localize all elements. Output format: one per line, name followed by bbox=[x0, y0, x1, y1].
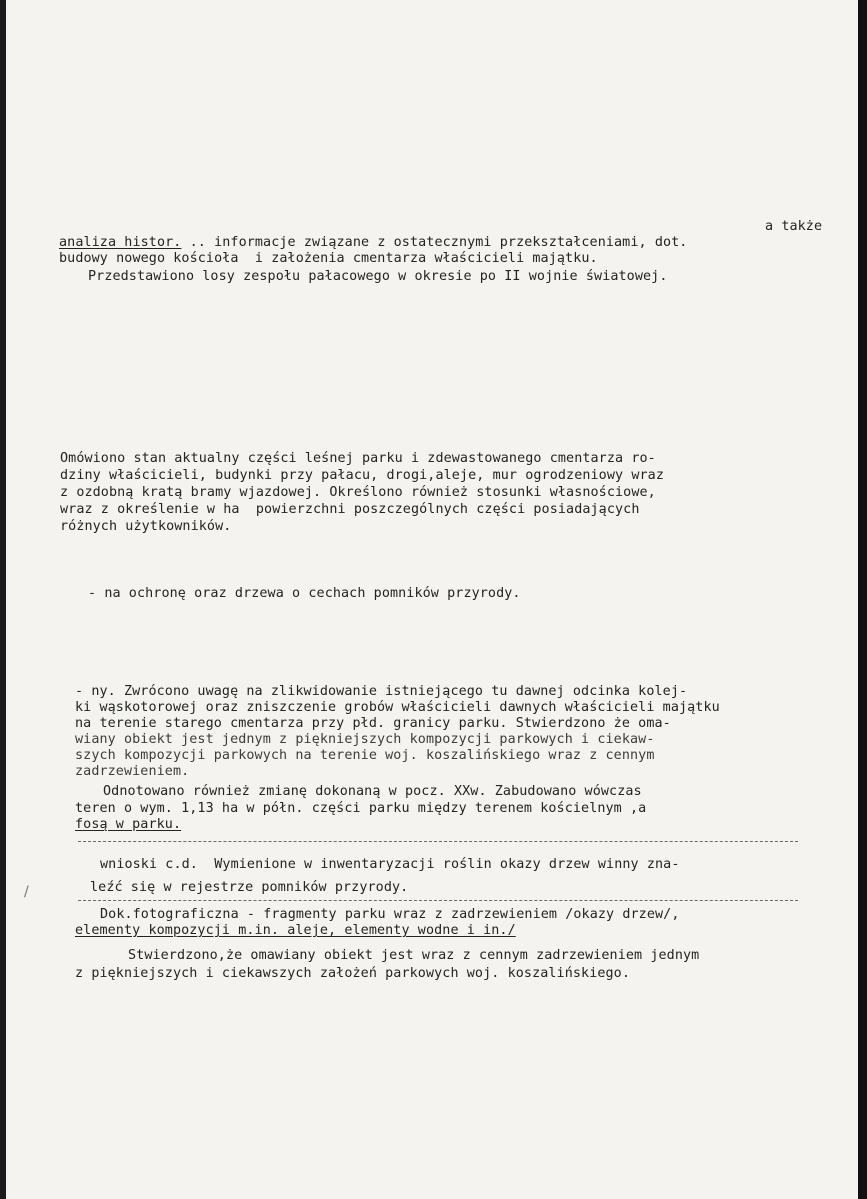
dashed-rule bbox=[78, 841, 798, 842]
struck-text-line: wiany obiekt jest jednym z piękniejszych kompozycji parkowych i ciekaw- bbox=[75, 732, 655, 747]
text-line: Odnotowano również zmianę dokonaną w pocz. XXw. Zabudowano wówczas bbox=[103, 784, 642, 799]
scan-edge-left bbox=[0, 0, 6, 1199]
text-line: Przedstawiono losy zespołu pałacowego w okresie po II wojnie światowej. bbox=[88, 269, 668, 284]
text-line: z ozdobną kratą bramy wjazdowej. Określono również stosunki własnościowe, bbox=[60, 485, 656, 500]
text-line: z piękniejszych i ciekawszych założeń parkowych woj. koszalińskiego. bbox=[75, 966, 631, 981]
text-line: ki wąskotorowej oraz zniszczenie grobów właścicieli dawnych właścicieli majątku bbox=[75, 700, 720, 715]
text-line: teren o wym. 1,13 ha w półn. części parku między terenem kościelnym ,a bbox=[75, 801, 647, 816]
text-line: a także bbox=[765, 219, 823, 234]
text-line: budowy nowego kościoła i założenia cmentarza właścicieli majątku. bbox=[59, 251, 598, 266]
text-line: elementy kompozycji m.in. aleje, elementy wodne i in./ bbox=[75, 923, 516, 938]
margin-slash-mark: / bbox=[24, 884, 29, 900]
struck-text-line: zadrzewieniem. bbox=[75, 764, 190, 779]
text-line: leźć się w rejestrze pomników przyrody. bbox=[90, 880, 409, 895]
text-line: fosą w parku. bbox=[75, 817, 182, 832]
struck-text-line: szych kompozycji parkowych na terenie woj. koszalińskiego wraz z cennym bbox=[75, 748, 655, 763]
text-line: Stwierdzono,że omawiany obiekt jest wraz z cennym zadrzewieniem jednym bbox=[128, 948, 700, 963]
text-line: - na ochronę oraz drzewa o cechach pomników przyrody. bbox=[88, 586, 521, 601]
dashed-rule bbox=[78, 900, 798, 901]
text-line: na terenie starego cmentarza przy płd. granicy parku. Stwierdzono że oma- bbox=[75, 716, 671, 731]
underlined-phrase: analiza histor. bbox=[59, 235, 182, 250]
scan-edge-right bbox=[858, 0, 867, 1199]
text-rest: .. informacje związane z ostatecznymi przekształceniami, dot. bbox=[181, 235, 688, 250]
text-line: wnioski c.d. Wymienione w inwentaryzacji roślin okazy drzew winny zna- bbox=[100, 857, 680, 872]
text-line: wraz z określenie w ha powierzchni poszczególnych części posiadających bbox=[60, 502, 640, 517]
text-line: - ny. Zwrócono uwagę na zlikwidowanie istniejącego tu dawnej odcinka kolej- bbox=[75, 684, 688, 699]
text-line: dziny właścicieli, budynki przy pałacu, drogi,aleje, mur ogrodzeniowy wraz bbox=[60, 468, 664, 483]
text-line: różnych użytkowników. bbox=[60, 519, 232, 534]
text-line: Dok.fotograficzna - fragmenty parku wraz z zadrzewieniem /okazy drzew/, bbox=[100, 907, 680, 922]
text-line bbox=[59, 235, 687, 251]
text-line: Omówiono stan aktualny części leśnej parku i zdewastowanego cmentarza ro- bbox=[60, 451, 656, 466]
